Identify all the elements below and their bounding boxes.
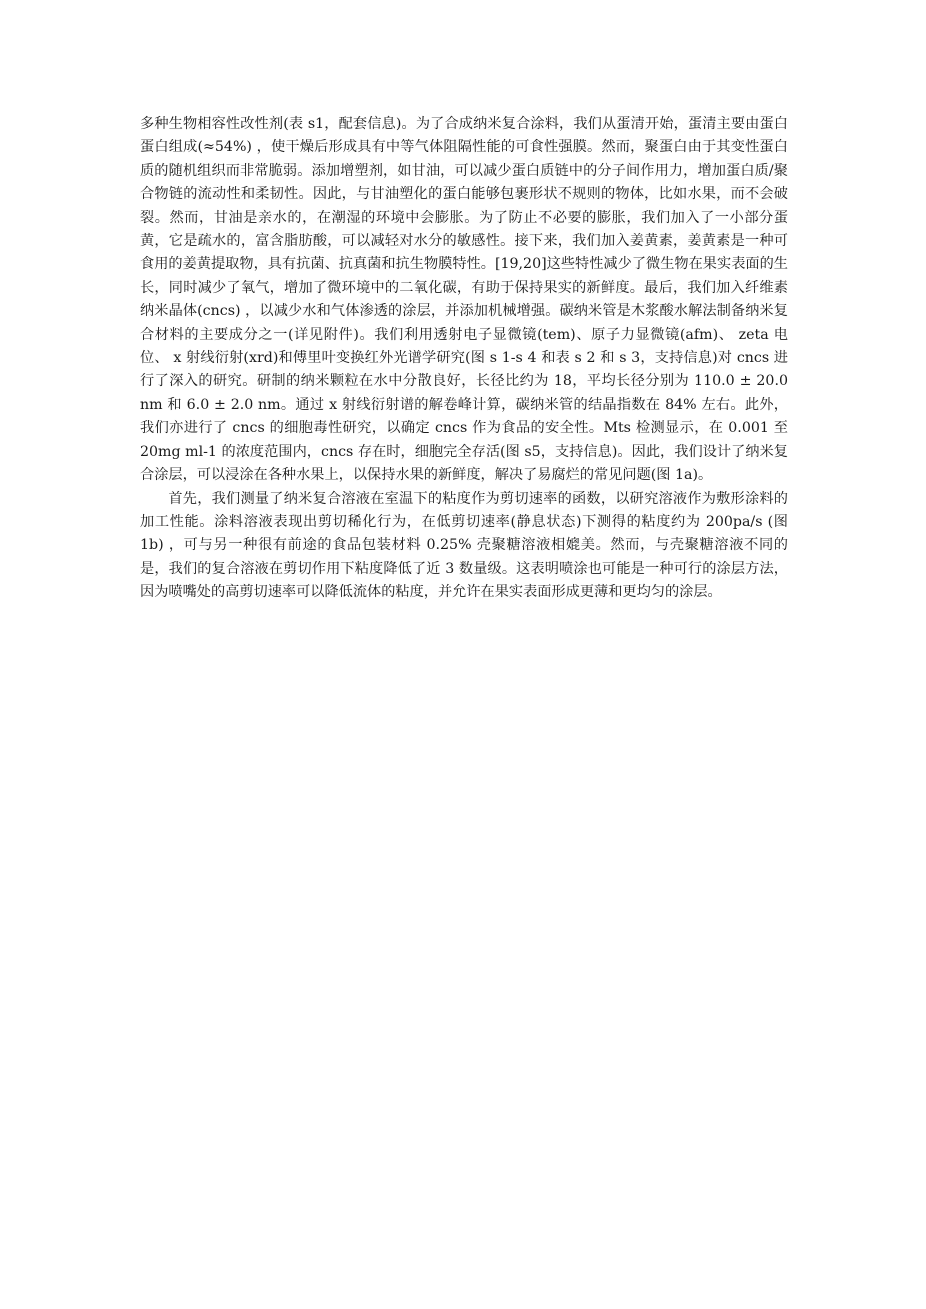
body-text [140, 113, 788, 605]
paragraph-viscosity: 首先，我们测量了纳米复合溶液在室温下的粘度作为剪切速率的函数，以研究溶液作为敷形涂料的加工性能。涂料溶液表现出剪切稀化行为，在低剪切速率(静息状态)下测得的粘度约为 200pa/s (图 1b) ，可与另一种很有前途的食品包装材料 0.25% 壳聚糖溶液相媲美。然而，与壳聚糖溶液不同的是，我们的复合溶液在剪切作用下粘度降低了近 3 数量级。这表明喷涂也可能是一种可行的涂层方法，因为喷嘴处的高剪切速率可以降低流体的粘度，并允许在果实表面形成更薄和更均匀的涂层。 [140, 490, 788, 601]
paragraph-continued: 多种生物相容性改性剂(表 s1，配套信息)。为了合成纳米复合涂料，我们从蛋清开始，蛋清主要由蛋白蛋白组成(≈54%) ，使干燥后形成具有中等气体阻隔性能的可食性强膜。然而，聚蛋白由于其变性蛋白质的随机组织而非常脆弱。添加增塑剂，如甘油，可以减少蛋白质链中的分子间作用力，增加蛋白质/聚合物链的流动性和柔韧性。因此，与甘油塑化的蛋白能够包裹形状不规则的物体，比如水果，而不会破裂。然而，甘油是亲水的，在潮湿的环境中会膨胀。为了防止不必要的膨胀，我们加入了一小部分蛋黄，它是疏水的，富含脂肪酸，可以减轻对水分的敏感性。接下来，我们加入姜黄素，姜黄素是一种可食用的姜黄提取物，具有抗菌、抗真菌和抗生物膜特性。[19,20]这些特性减少了微生物在果实表面的生长，同时减少了氧气，增加了微环境中的二氧化碳，有助于保持果实的新鲜度。最后，我们加入纤维素纳米晶体(cncs) ，以减少水和气体渗透的涂层，并添加机械增强。碳纳米管是木浆酸水解法制备纳米复合材料的主要成分之一(详见附件)。我们利用透射电子显微镜(tem)、原子力显微镜(afm)、 zeta 电位、 x 射线衍射(xrd)和傅里叶变换红外光谱学研究(图 s 1-s 4 和表 s 2 和 s 3，支持信息)对 cncs 进行了深入的研究。研制的纳米颗粒在水中分散良好，长径比约为 18，平均长径分别为 110.0 ± 20.0 nm 和 6.0 ± 2.0 nm。通过 x 射线衍射谱的解卷峰计算，碳纳米管的结晶指数在 84% 左右。此外，我们亦进行了 cncs 的细胞毒性研究，以确定 cncs 作为食品的安全性。Mts 检测显示，在 0.001 至 20mg ml-1 的浓度范围内，cncs 存在时，细胞完全存活(图 s5，支持信息)。因此，我们设计了纳米复合涂层，可以浸涂在各种水果上，以保持水果的新鲜度，解决了易腐烂的常见问题(图 1a)。 [140, 116, 788, 484]
